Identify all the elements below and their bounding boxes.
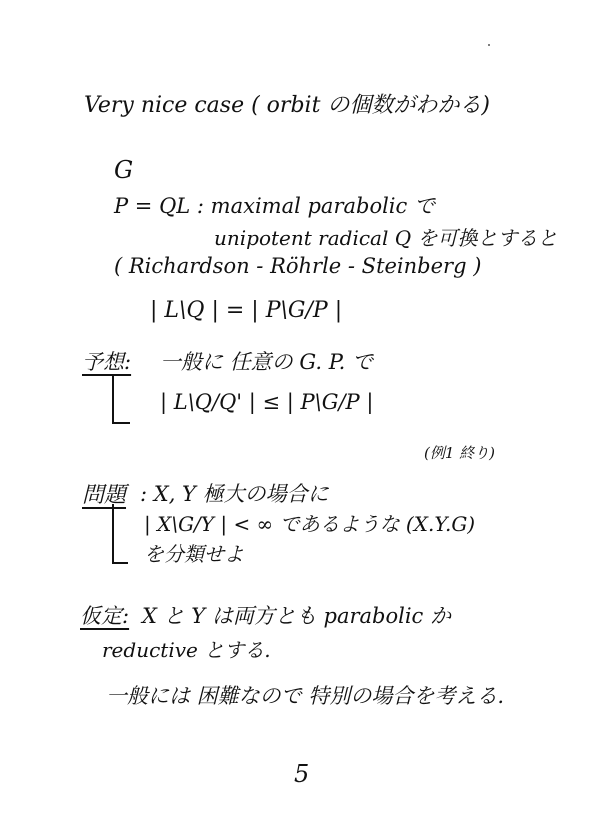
closing-line: 一般には 困難なので 特別の場合を考える. [106,684,505,708]
conjecture-formula: | L\Q/Q' | ≤ | P\G/P | [160,390,374,414]
assumption-label: 仮定: [80,604,130,628]
formula-equality: | L\Q | = | P\G/P | [150,298,343,323]
example-end-note: (例1 終り) [424,444,496,462]
conjecture-label: 予想: [82,350,132,374]
problem-text: : X, Y 極大の場合に [140,482,329,506]
unipotent-line: unipotent radical Q を可換とすると [214,226,558,250]
conjecture-text: 一般に 任意の G. P. で [160,350,373,374]
problem-bracket [112,504,128,564]
conjecture-bracket [112,374,130,424]
page-number: 5 [294,760,310,788]
authors-line: ( Richardson - Röhrle - Steinberg ) [114,254,482,278]
header-line: Very nice case ( orbit の個数がわかる) [84,93,490,118]
speck [488,44,490,46]
assumption-line2: reductive とする. [102,638,271,662]
problem-label: 問題 [82,483,127,508]
group-g: G [114,156,134,184]
problem-line2: を分類せよ [144,542,244,566]
parabolic-line: P = QL : maximal parabolic で [114,194,435,218]
assumption-text: X と Y は両方とも parabolic か [142,604,451,628]
problem-line1: | X\G/Y | < ∞ であるような (X.Y.G) [144,512,476,536]
